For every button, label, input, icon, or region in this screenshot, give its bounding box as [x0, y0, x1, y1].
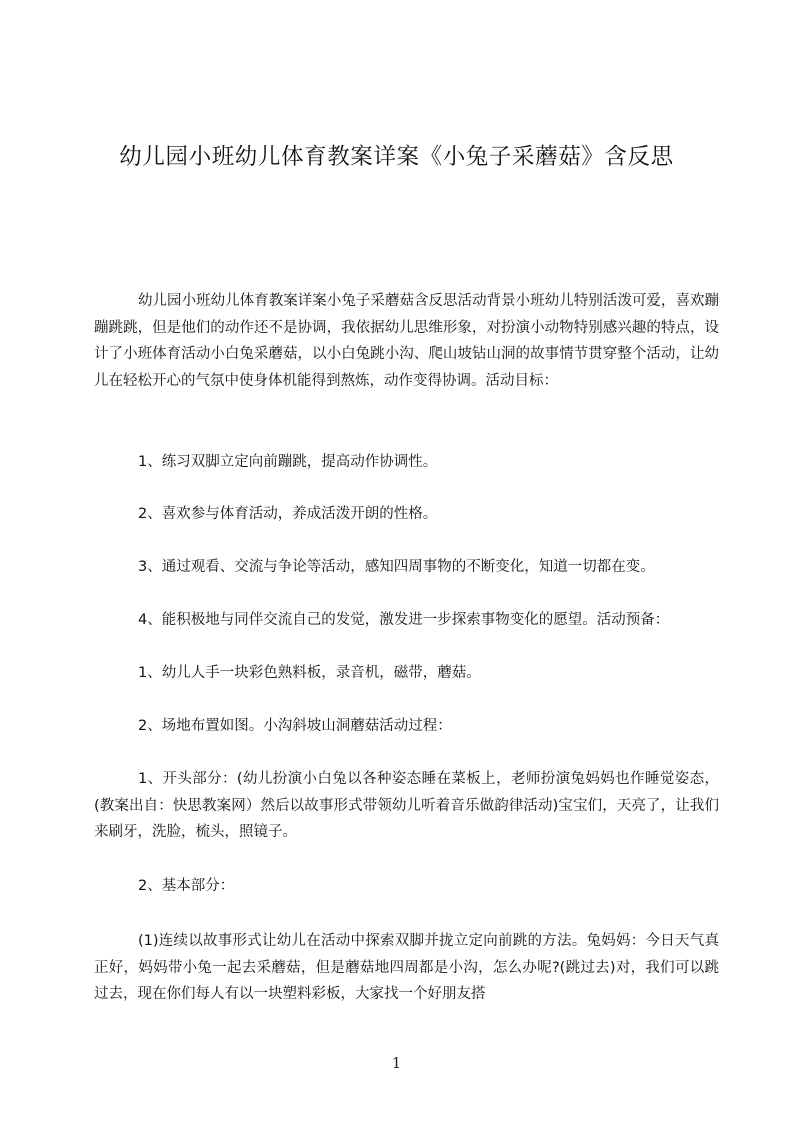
page-number: 1 [391, 1054, 402, 1072]
process-opening-paragraph: 1、开头部分：(幼儿扮演小白兔以各种姿态睡在菜板上，老师扮演兔妈妈也作睡觉姿态，(教案出自：快思教案网）然后以故事形式带领幼儿听着音乐做韵律活动)宝宝们，天亮了，让我们来刷牙，洗脸，梳头，照镜子。 [94, 771, 719, 841]
intro-paragraph: 幼儿园小班幼儿体育教案详案小兔子采蘑菇含反思活动背景小班幼儿特别活泼可爱，喜欢蹦蹦跳跳，但是他们的动作还不是协调，我依据幼儿思维形象，对扮演小动物特别感兴趣的特点，设计了小班体育活动小白兔采蘑菇，以小白兔跳小沟、爬山坡钻山洞的故事情节贯穿整个活动，让幼儿在轻松开心的气氛中使身体机能得到熬炼，动作变得协调。活动目标： [94, 293, 719, 389]
prep-item-2: 2、场地布置如图。小沟斜坡山洞蘑菇活动过程： [138, 718, 452, 734]
goal-item-1: 1、练习双脚立定向前蹦跳，提高动作协调性。 [138, 454, 438, 470]
process-basic-heading: 2、基本部分： [138, 878, 235, 894]
goal-item-3: 3、通过观看、交流与争论等活动，感知四周事物的不断变化，知道一切都在变。 [138, 559, 655, 575]
process-step-paragraph: (1)连续以故事形式让幼儿在活动中探索双脚并拢立定向前跳的方法。兔妈妈：今日天气真正好，妈妈带小兔一起去采蘑菇，但是蘑菇地四周都是小沟，怎么办呢?(跳过去)对，我们可以跳过去，现在你们每人有以一块塑料彩板，大家找一个好朋友搭 [94, 933, 719, 1003]
page-title: 幼儿园小班幼儿体育教案详案《小兔子采蘑菇》含反思 [119, 144, 674, 170]
goal-item-2: 2、喜欢参与体育活动，养成活泼开朗的性格。 [138, 506, 438, 522]
goal-item-4: 4、能积极地与同伴交流自己的发觉，激发进一步探索事物变化的愿望。活动预备： [138, 612, 670, 628]
prep-item-1: 1、幼儿人手一块彩色熟料板，录音机，磁带，蘑菇。 [138, 665, 481, 681]
